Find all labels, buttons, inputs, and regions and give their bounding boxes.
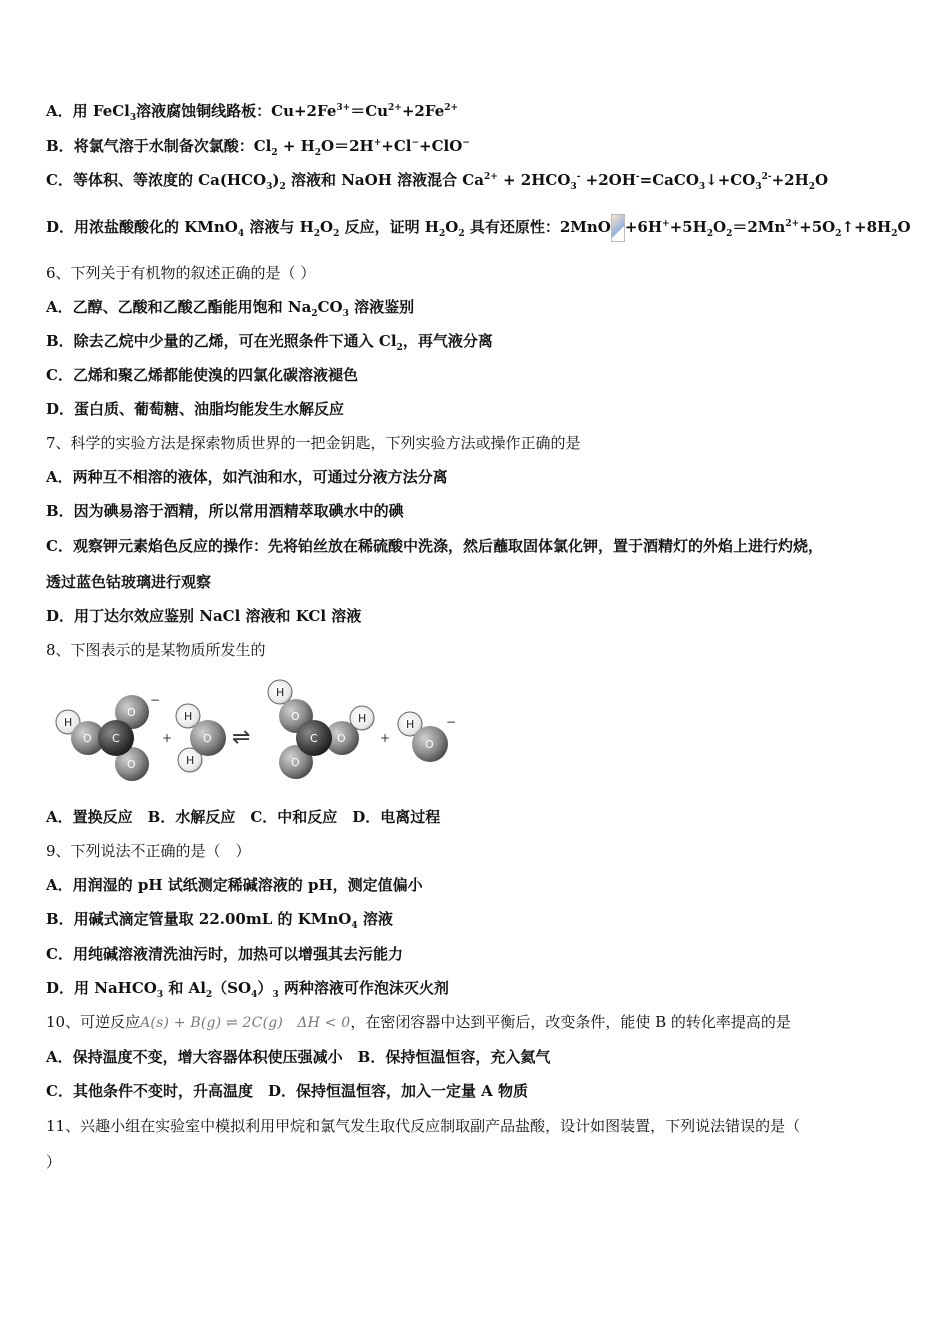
charge-1: − [150,693,161,707]
q5-option-c: C．等体积、等浓度的 $Ca(HCO_3)_2$ 溶液和 NaOH 溶液混合 $Ca^{2+} + 2HCO_3^-$ $+2OH^-=CaCO_3↓+CO_3^{2-}+2H_2O$ [46,171,829,192]
label-c-1: C [112,732,120,745]
label-o-8: O [425,738,434,751]
label-h-5: H [358,712,367,725]
water-molecule [176,704,226,772]
label-h-2: H [184,710,193,723]
q8-molecule-diagram [46,676,466,786]
q10-options-cd: C．其他条件不变时，升高温度 D．保持恒温恒容，加入一定量 A 物质 [46,1082,529,1100]
q10-stem: 10、可逆反应A(s) + B(g) ⇌ 2C(g) ΔH < 0，在密闭容器中达到平衡后，改变条件，能使 B 的转化率提高的是 [46,1013,791,1031]
q11-stem-line1: 11、兴趣小组在实验室中模拟利用甲烷和氯气发生取代反应制取副产品盐酸，设计如图装置，下列说法错误的是（ [46,1117,801,1135]
q9-stem: 9、下列说法不正确的是（ ） [46,842,251,860]
q11-stem-line2: ） [46,1153,62,1171]
equilibrium-arrow: ⇌ [232,725,251,750]
hydroxide-ion [398,712,456,762]
q6-option-d: D．蛋白质、葡萄糖、油脂均能发生水解反应 [46,400,345,418]
q7-option-d: D．用丁达尔效应鉴别 NaCl 溶液和 KCl 溶液 [46,607,362,625]
q6-option-b: B．除去乙烷中少量的乙烯，可在光照条件下通入 $Cl_2$，再气液分离 [46,332,493,353]
label-o-1: O [83,732,92,745]
carbonic-acid-molecule [268,680,374,779]
bicarbonate-ion [56,693,160,781]
label-o-6: O [291,756,300,769]
q7-option-a: A．两种互不相溶的液体，如汽油和水，可通过分液方法分离 [46,468,448,486]
plus-1: + [162,731,173,745]
q6-option-a: A．乙醇、乙酸和乙酸乙酯能用饱和 $Na_2CO_3$ 溶液鉴别 [46,298,415,319]
q8-options: A．置换反应 B．水解反应 C．中和反应 D．电离过程 [46,808,441,826]
label-h-3: H [186,754,195,767]
q5-option-d: D．用浓盐酸酸化的 KMnO$_4$ 溶液与 $H_2O_2$ 反应，证明 $H_2O_2$ 具有还原性：$2MnO +6H^++5H_2O_2=2Mn^{2+}+5O_2↑+8H_2O$ [46,214,911,242]
plus-2: + [380,731,391,745]
label-h-4: H [276,686,285,699]
q6-stem: 6、下列关于有机物的叙述正确的是（ ） [46,264,316,282]
label-o-4: O [203,732,212,745]
label-o-2: O [127,706,136,719]
q9-option-c: C．用纯碱溶液清洗油污时，加热可以增强其去污能力 [46,945,403,963]
q9-option-d: D．用 NaHCO$_3$ 和 $Al_2(SO_4)_3$ 两种溶液可作泡沫灭火剂 [46,979,449,1000]
label-c-2: C [310,732,318,745]
broken-image-icon [611,214,625,242]
q10-reaction-formula: A(s) + B(g) ⇌ 2C(g) ΔH < 0 [140,1015,351,1031]
q7-option-c-line1: C．观察钾元素焰色反应的操作：先将铂丝放在稀硫酸中洗涤，然后蘸取固体氯化钾，置于酒精灯的外焰上进行灼烧， [46,537,823,555]
label-h-6: H [406,718,415,731]
q7-stem: 7、科学的实验方法是探索物质世界的一把金钥匙，下列实验方法或操作正确的是 [46,434,581,452]
label-o-7: O [337,732,346,745]
charge-2: − [446,715,457,729]
q8-stem: 8、下图表示的是某物质所发生的 [46,641,266,659]
q7-option-c-line2: 透过蓝色钴玻璃进行观察 [46,573,212,591]
q5-option-a: A．用 FeCl$_3$溶液腐蚀铜线路板：$Cu+2Fe^{3+}=Cu^{2+}+2Fe^{2+}$ [46,102,459,123]
label-o-5: O [291,710,300,723]
q9-option-b: B．用碱式滴定管量取 22.00mL 的 KMnO$_4$ 溶液 [46,910,393,931]
label-o-3: O [127,758,136,771]
q5-option-b: B．将氯气溶于水制备次氯酸：$Cl_2 + H_2O=2H^++Cl^-+ClO^-$ [46,137,470,158]
q9-option-a: A．用润湿的 pH 试纸测定稀碱溶液的 pH，测定值偏小 [46,876,423,894]
q7-option-b: B．因为碘易溶于酒精，所以常用酒精萃取碘水中的碘 [46,502,404,520]
q10-options-ab: A．保持温度不变，增大容器体积使压强减小 B．保持恒温恒容，充入氦气 [46,1048,551,1066]
label-h-1: H [64,716,73,729]
q6-option-c: C．乙烯和聚乙烯都能使溴的四氯化碳溶液褪色 [46,366,358,384]
